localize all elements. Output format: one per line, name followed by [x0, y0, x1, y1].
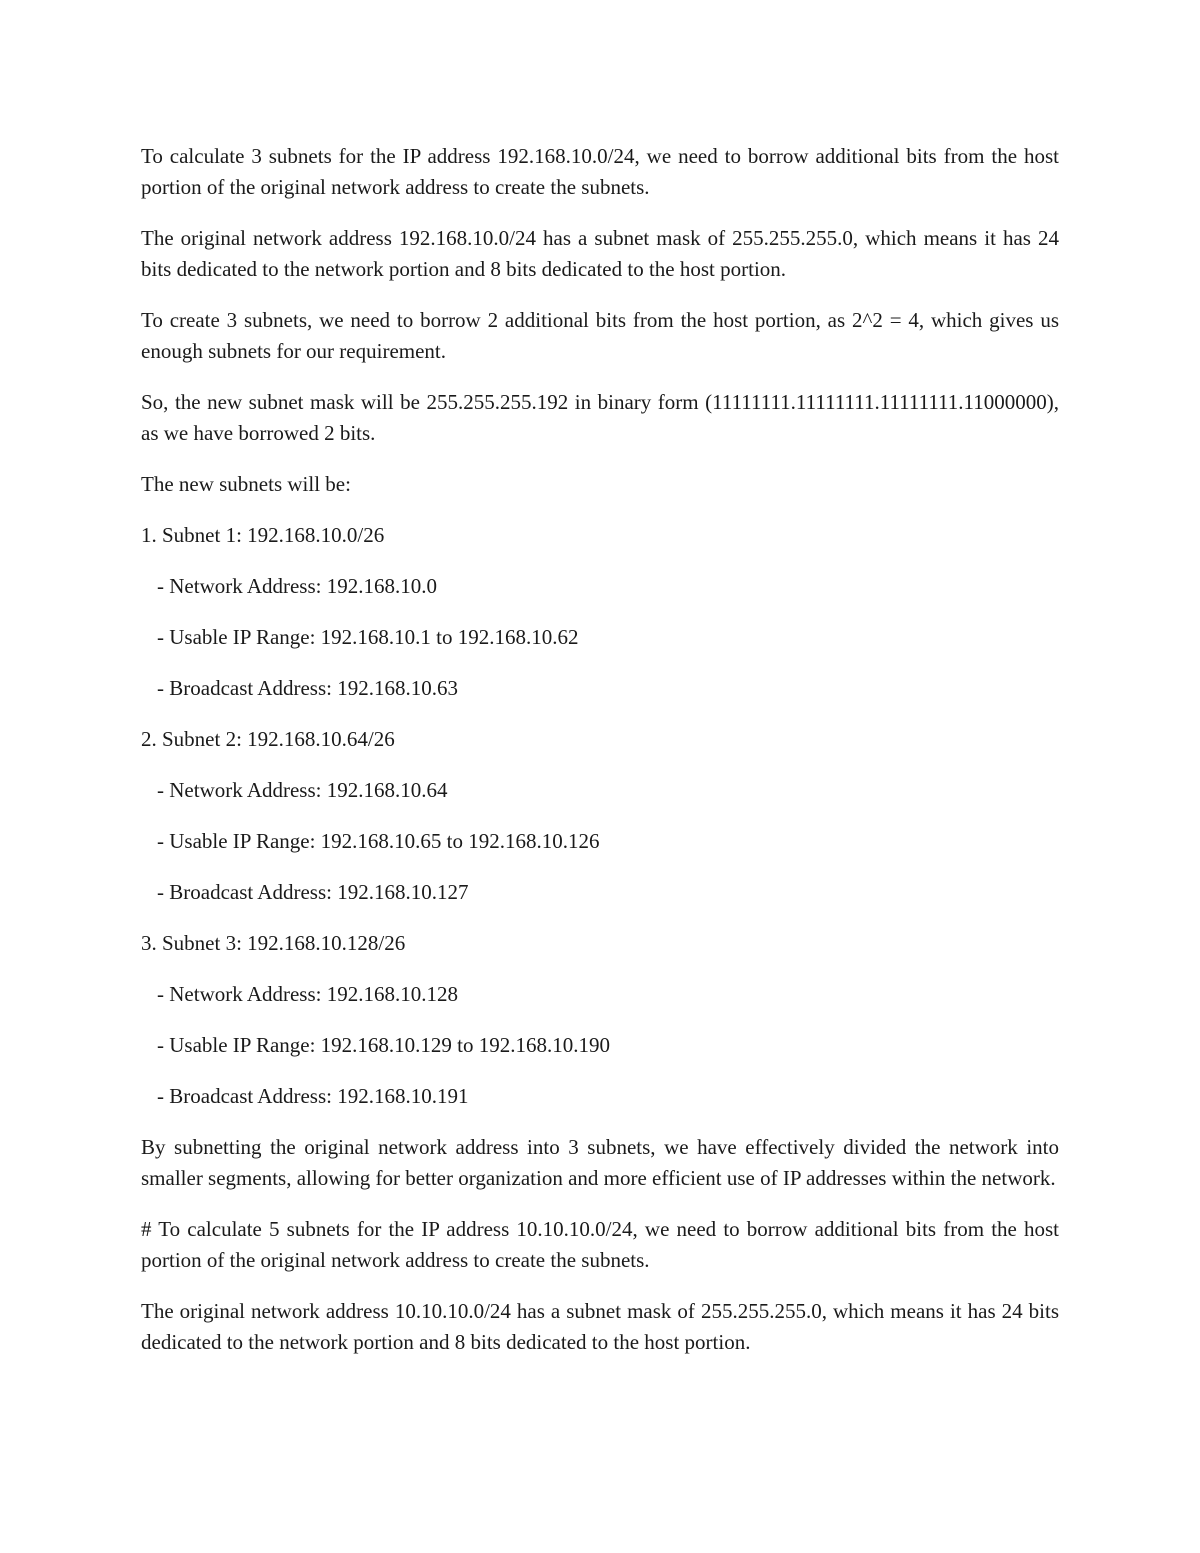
subnet-network-address: - Network Address: 192.168.10.64 — [157, 778, 448, 802]
new-subnets-heading: The new subnets will be: — [141, 472, 351, 496]
intro-paragraph: To calculate 3 subnets for the IP address 192.168.10.0/24, we need to borrow additional bits from the host portion of the original network address to create the subnets. — [141, 144, 1059, 199]
summary-paragraph: By subnetting the original network address into 3 subnets, we have effectively divided the network into smaller segments, allowing for better organization and more efficient use of IP addresses within the network. — [141, 1135, 1059, 1190]
document-body — [141, 141, 1059, 1378]
second-original-network-paragraph: The original network address 10.10.10.0/24 has a subnet mask of 255.255.255.0, which means it has 24 bits dedicated to the network portion and 8 bits dedicated to the host portion. — [141, 1299, 1059, 1354]
subnet-broadcast-address: - Broadcast Address: 192.168.10.63 — [157, 676, 458, 700]
subnet-heading: 1. Subnet 1: 192.168.10.0/26 — [141, 523, 385, 547]
subnet-usable-range: - Usable IP Range: 192.168.10.1 to 192.168.10.62 — [157, 625, 579, 649]
subnet-usable-range: - Usable IP Range: 192.168.10.65 to 192.168.10.126 — [157, 829, 600, 853]
new-mask-paragraph: So, the new subnet mask will be 255.255.255.192 in binary form (11111111.11111111.11111111.11000000), as we have borrowed 2 bits. — [141, 390, 1059, 445]
second-example-paragraph: # To calculate 5 subnets for the IP address 10.10.10.0/24, we need to borrow additional bits from the host portion of the original network address to create the subnets. — [141, 1217, 1059, 1272]
original-network-paragraph: The original network address 192.168.10.0/24 has a subnet mask of 255.255.255.0, which means it has 24 bits dedicated to the network portion and 8 bits dedicated to the host portion. — [141, 226, 1059, 281]
borrow-bits-paragraph: To create 3 subnets, we need to borrow 2 additional bits from the host portion, as 2^2 = 4, which gives us enough subnets for our requirement. — [141, 308, 1059, 363]
subnet-broadcast-address: - Broadcast Address: 192.168.10.191 — [157, 1084, 469, 1108]
subnet-usable-range: - Usable IP Range: 192.168.10.129 to 192.168.10.190 — [157, 1033, 611, 1057]
subnet-heading: 2. Subnet 2: 192.168.10.64/26 — [141, 727, 395, 751]
subnet-heading: 3. Subnet 3: 192.168.10.128/26 — [141, 931, 406, 955]
subnet-network-address: - Network Address: 192.168.10.0 — [157, 574, 437, 598]
subnet-broadcast-address: - Broadcast Address: 192.168.10.127 — [157, 880, 469, 904]
subnet-network-address: - Network Address: 192.168.10.128 — [157, 982, 458, 1006]
